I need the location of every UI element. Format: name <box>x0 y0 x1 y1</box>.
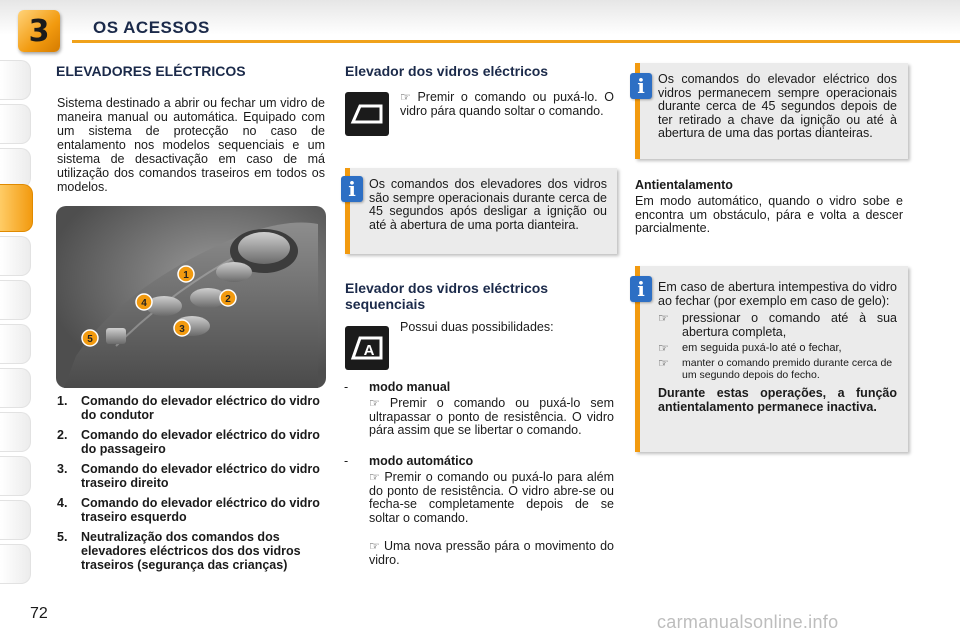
manual-instruction: ☞ Premir o comando ou puxá-lo. O vidro pára quando soltar o comando. <box>400 90 615 118</box>
mode-auto-label: modo automático <box>369 454 474 468</box>
intro-paragraph: Sistema destinado a abrir ou fechar um vidro de maneira manual ou automática. Equipado com um sistema de protecção no caso de entalamento nos modelos sequenciais e um sistema de desactivação em caso de má utilização dos comandos traseiros em todos os modelos. <box>57 96 325 194</box>
info-ice-intro: Em caso de abertura intempestiva do vidro ao fechar (por exemplo em caso de gelo): <box>658 280 897 308</box>
info-text-key: Os comandos do elevador eléctrico dos vidros permanecem sempre operacionais durante cerca de 45 segundos depois de ter retirado a chave da ignição ou até à abertura de uma das portas dianteiras. <box>658 72 897 140</box>
page-number: 72 <box>30 605 48 622</box>
info-icon: i <box>630 73 652 99</box>
possibilities-text: Possui duas possibilidades: <box>400 320 554 334</box>
info-icon: i <box>341 176 363 202</box>
mode-auto-text-2: ☞ Uma nova pressão pára o movimento do vidro. <box>369 539 614 567</box>
svg-text:A: A <box>363 342 375 359</box>
antipinch-text: Em modo automático, quando o vidro sobe e encontra um obstáculo, pára e volta a descer parcialmente. <box>635 194 903 235</box>
mode-auto-text: ☞ Premir o comando ou puxá-lo para além do ponto de resistência. O vidro abre-se ou fecha-se completamente depois de se soltar o comando. <box>369 470 614 525</box>
info-ice-steps <box>658 312 897 381</box>
info-ice-content <box>658 281 897 414</box>
chapter-tab[interactable] <box>0 500 31 540</box>
chapter-tab[interactable] <box>0 544 31 584</box>
chapter-tab[interactable] <box>0 104 31 144</box>
watermark: carmanualsonline.info <box>657 612 839 632</box>
photo-label-5: 5 <box>87 334 93 345</box>
info-icon: i <box>630 276 652 302</box>
switch-panel-illustration <box>56 206 326 388</box>
mode-manual-label: modo manual <box>369 380 451 394</box>
section-title-sequential: Elevador dos vidros eléctricos sequenciais <box>345 280 549 312</box>
chapter-number: 3 <box>28 13 50 49</box>
legend-item: 3. Comando do elevador eléctrico do vidro traseiro direito <box>57 462 320 490</box>
chapter-tab[interactable] <box>0 456 31 496</box>
list-item: ☞ manter o comando premido durante cerca de um segundo depois do fecho. <box>658 356 893 381</box>
page-title: OS ACESSOS <box>93 18 210 37</box>
legend-item: 4. Comando do elevador eléctrico do vidro traseiro esquerdo <box>57 496 320 524</box>
legend-item: 1. Comando do elevador eléctrico do vidro do condutor <box>57 394 320 422</box>
list-item: ☞ em seguida puxá-lo até o fechar, <box>658 341 842 355</box>
manual-window-icon <box>345 92 389 136</box>
photo-label-3: 3 <box>179 324 185 335</box>
dash: - <box>344 380 349 394</box>
antipinch-title: Antientalamento <box>635 178 733 192</box>
list-item: ☞ pressionar o comando até à sua abertura completa, <box>658 311 897 339</box>
switch-legend <box>57 394 327 578</box>
photo-label-2: 2 <box>225 294 231 305</box>
chapter-tab[interactable] <box>0 412 31 452</box>
chapter-tab[interactable] <box>0 148 31 188</box>
dash: - <box>344 454 349 468</box>
photo-label-4: 4 <box>141 298 147 309</box>
chapter-tabs <box>0 60 36 580</box>
section-title-windows: Elevador dos vidros eléctricos <box>345 63 549 79</box>
chapter-tab-active[interactable] <box>0 184 33 232</box>
section-title-electric-windows: ELEVADORES ELÉCTRICOS <box>56 63 246 79</box>
chapter-tab[interactable] <box>0 236 31 276</box>
chapter-tab[interactable] <box>0 280 31 320</box>
info-text-front: Os comandos dos elevadores dos vidros são sempre operacionais durante cerca de 45 segundos após desligar a ignição ou até à abertura de uma porta dianteira. <box>369 177 607 232</box>
chapter-badge <box>18 10 60 52</box>
automatic-window-icon <box>345 326 389 370</box>
legend-item: 2. Comando do elevador eléctrico do vidro do passageiro <box>57 428 320 456</box>
photo-label-1: 1 <box>183 270 189 281</box>
window-switch-panel-photo <box>56 206 326 388</box>
pointing-hand-icon: ☞ <box>369 470 380 484</box>
chapter-tab[interactable] <box>0 368 31 408</box>
mode-manual-text: ☞ Premir o comando ou puxá-lo sem ultrapassar o ponto de resistência. O vidro pára assim que se libertar o comando. <box>369 396 614 437</box>
pointing-hand-icon: ☞ <box>369 539 380 553</box>
legend-item: 5. Neutralização dos comandos dos elevadores eléctricos dos dos vidros traseiros (segurança das crianças) <box>57 530 301 572</box>
info-ice-warning: Durante estas operações, a função antientalamento permanece inactiva. <box>658 386 897 414</box>
chapter-tab[interactable] <box>0 60 31 100</box>
pointing-hand-icon: ☞ <box>369 396 380 410</box>
chapter-tab[interactable] <box>0 324 31 364</box>
pointing-hand-icon: ☞ <box>400 90 411 104</box>
header-rule <box>72 40 960 43</box>
